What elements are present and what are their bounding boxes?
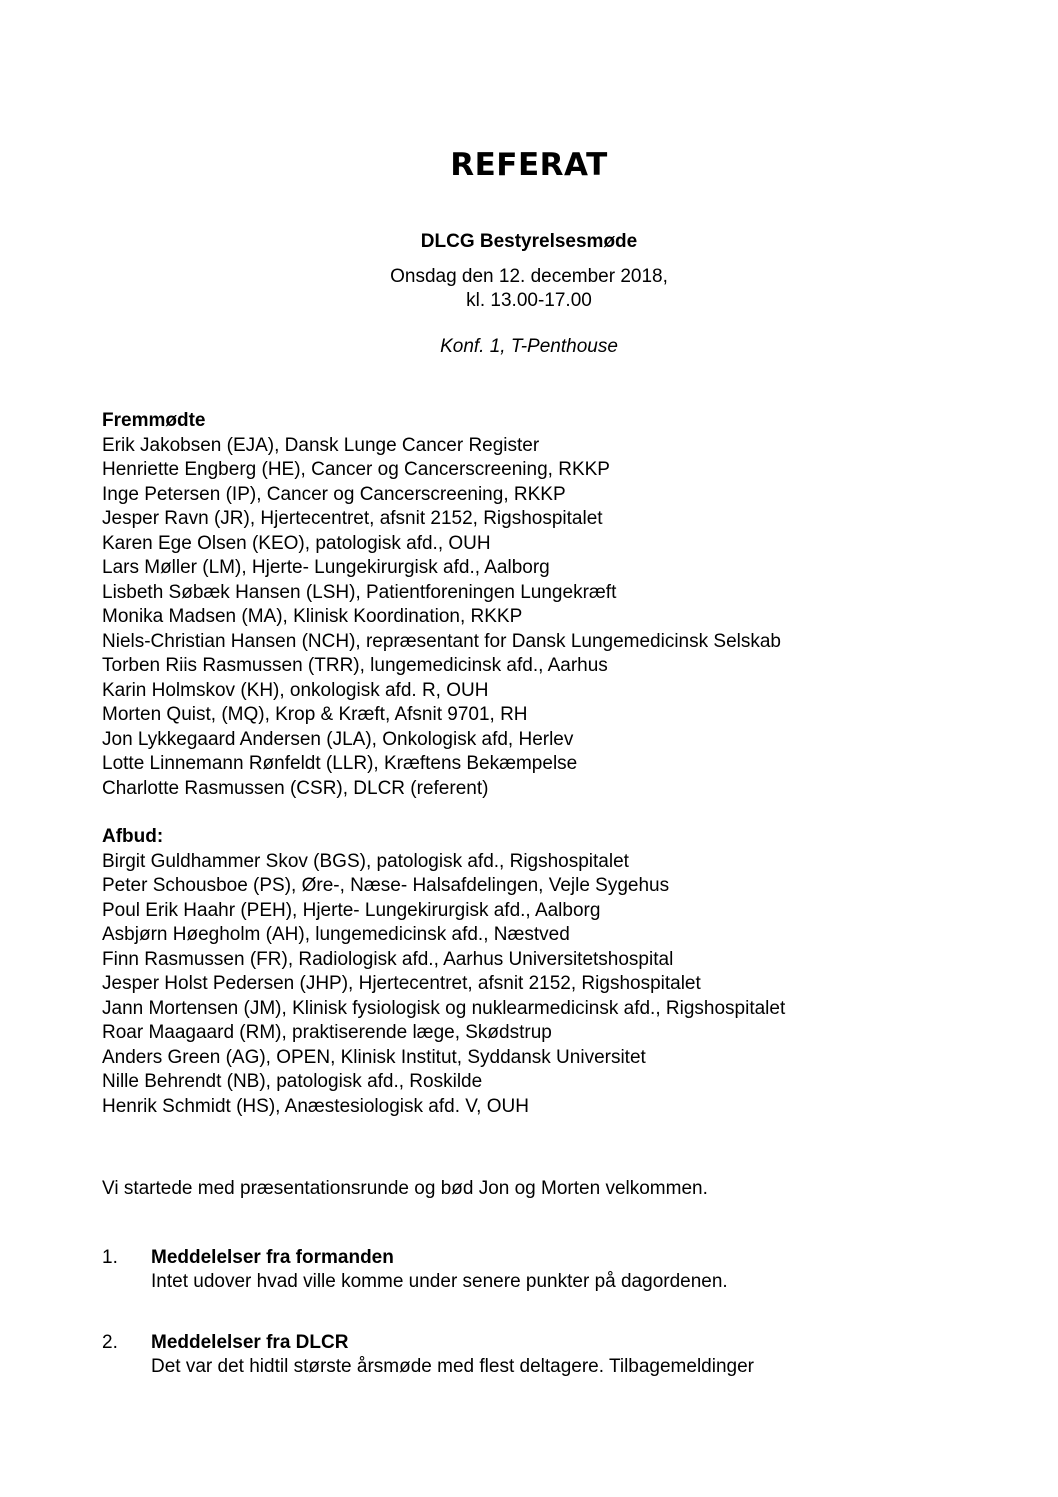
- intro-paragraph: Vi startede med præsentationsrunde og bød Jon og Morten velkommen.: [102, 1178, 708, 1199]
- attendee-item: Henriette Engberg (HE), Cancer og Cancerscreening, RKKP: [102, 459, 610, 480]
- attendee-item: Jon Lykkegaard Andersen (JLA), Onkologisk afd, Herlev: [102, 728, 574, 750]
- attendee-item: Monika Madsen (MA), Klinisk Koordination, RKKP: [102, 606, 523, 627]
- attendees-section: [102, 409, 1002, 801]
- agenda-item-heading: Meddelelser fra formanden: [151, 1247, 394, 1268]
- meeting-name: DLCG Bestyrelsesmøde: [420, 231, 638, 252]
- attendee-item: Charlotte Rasmussen (CSR), DLCR (referent): [102, 777, 489, 799]
- attendee-item: Inge Petersen (IP), Cancer og Cancerscreening, RKKP: [102, 483, 566, 505]
- absentees-heading: Afbud:: [102, 826, 164, 847]
- attendees-heading: Fremmødte: [102, 410, 206, 431]
- absentee-item: Finn Rasmussen (FR), Radiologisk afd., Aarhus Universitetshospital: [102, 948, 674, 970]
- attendee-item: Karen Ege Olsen (KEO), patologisk afd., OUH: [102, 532, 491, 554]
- agenda-item-heading: Meddelelser fra DLCR: [151, 1332, 349, 1353]
- agenda-item-text: Det var det hidtil største årsmøde med flest deltagere. Tilbagemeldinger: [151, 1356, 754, 1377]
- absentee-item: Henrik Schmidt (HS), Anæstesiologisk afd. V, OUH: [102, 1095, 529, 1117]
- attendee-item: Erik Jakobsen (EJA), Dansk Lunge Cancer Register: [102, 434, 540, 456]
- absentee-item: Peter Schousboe (PS), Øre-, Næse- Halsafdelingen, Vejle Sygehus: [102, 875, 670, 896]
- absentee-item: Jesper Holst Pedersen (JHP), Hjertecentret, afsnit 2152, Rigshospitalet: [102, 973, 701, 994]
- absentee-item: Asbjørn Høegholm (AH), lungemedicinsk afd., Næstved: [102, 924, 570, 945]
- meeting-time: kl. 13.00-17.00: [466, 290, 592, 311]
- meeting-location: Konf. 1, T-Penthouse: [440, 336, 618, 357]
- attendee-item: Morten Quist, (MQ), Krop & Kræft, Afsnit 9701, RH: [102, 704, 528, 725]
- meeting-date: Onsdag den 12. december 2018,: [390, 266, 668, 287]
- absentees-list: [102, 850, 1002, 1120]
- attendee-item: Niels-Christian Hansen (NCH), repræsentant for Dansk Lungemedicinsk Selskab: [102, 630, 781, 652]
- attendee-item: Karin Holmskov (KH), onkologisk afd. R, OUH: [102, 679, 489, 701]
- agenda-item-number: 2.: [102, 1332, 118, 1353]
- attendee-item: Jesper Ravn (JR), Hjertecentret, afsnit 2152, Rigshospitalet: [102, 508, 603, 529]
- absentee-item: Roar Maagaard (RM), praktiserende læge, Skødstrup: [102, 1022, 552, 1043]
- absentee-item: Birgit Guldhammer Skov (BGS), patologisk afd., Rigshospitalet: [102, 850, 629, 872]
- absentees-section: [102, 825, 1002, 1119]
- agenda-item-number: 1.: [102, 1247, 118, 1268]
- absentee-item: Anders Green (AG), OPEN, Klinisk Institut, Syddansk Universitet: [102, 1046, 646, 1068]
- document-title: REFERAT: [450, 147, 608, 183]
- attendee-item: Torben Riis Rasmussen (TRR), lungemedicinsk afd., Aarhus: [102, 655, 608, 676]
- attendee-item: Lotte Linnemann Rønfeldt (LLR), Kræftens Bekæmpelse: [102, 753, 578, 774]
- absentee-item: Jann Mortensen (JM), Klinisk fysiologisk og nuklearmedicinsk afd., Rigshospitalet: [102, 997, 786, 1019]
- attendee-item: Lisbeth Søbæk Hansen (LSH), Patientforeningen Lungekræft: [102, 581, 617, 603]
- agenda-item-text: Intet udover hvad ville komme under senere punkter på dagordenen.: [151, 1271, 728, 1292]
- attendees-list: [102, 434, 1002, 802]
- absentee-item: Poul Erik Haahr (PEH), Hjerte- Lungekirurgisk afd., Aalborg: [102, 899, 601, 921]
- attendee-item: Lars Møller (LM), Hjerte- Lungekirurgisk afd., Aalborg: [102, 557, 550, 578]
- absentee-item: Nille Behrendt (NB), patologisk afd., Roskilde: [102, 1071, 483, 1092]
